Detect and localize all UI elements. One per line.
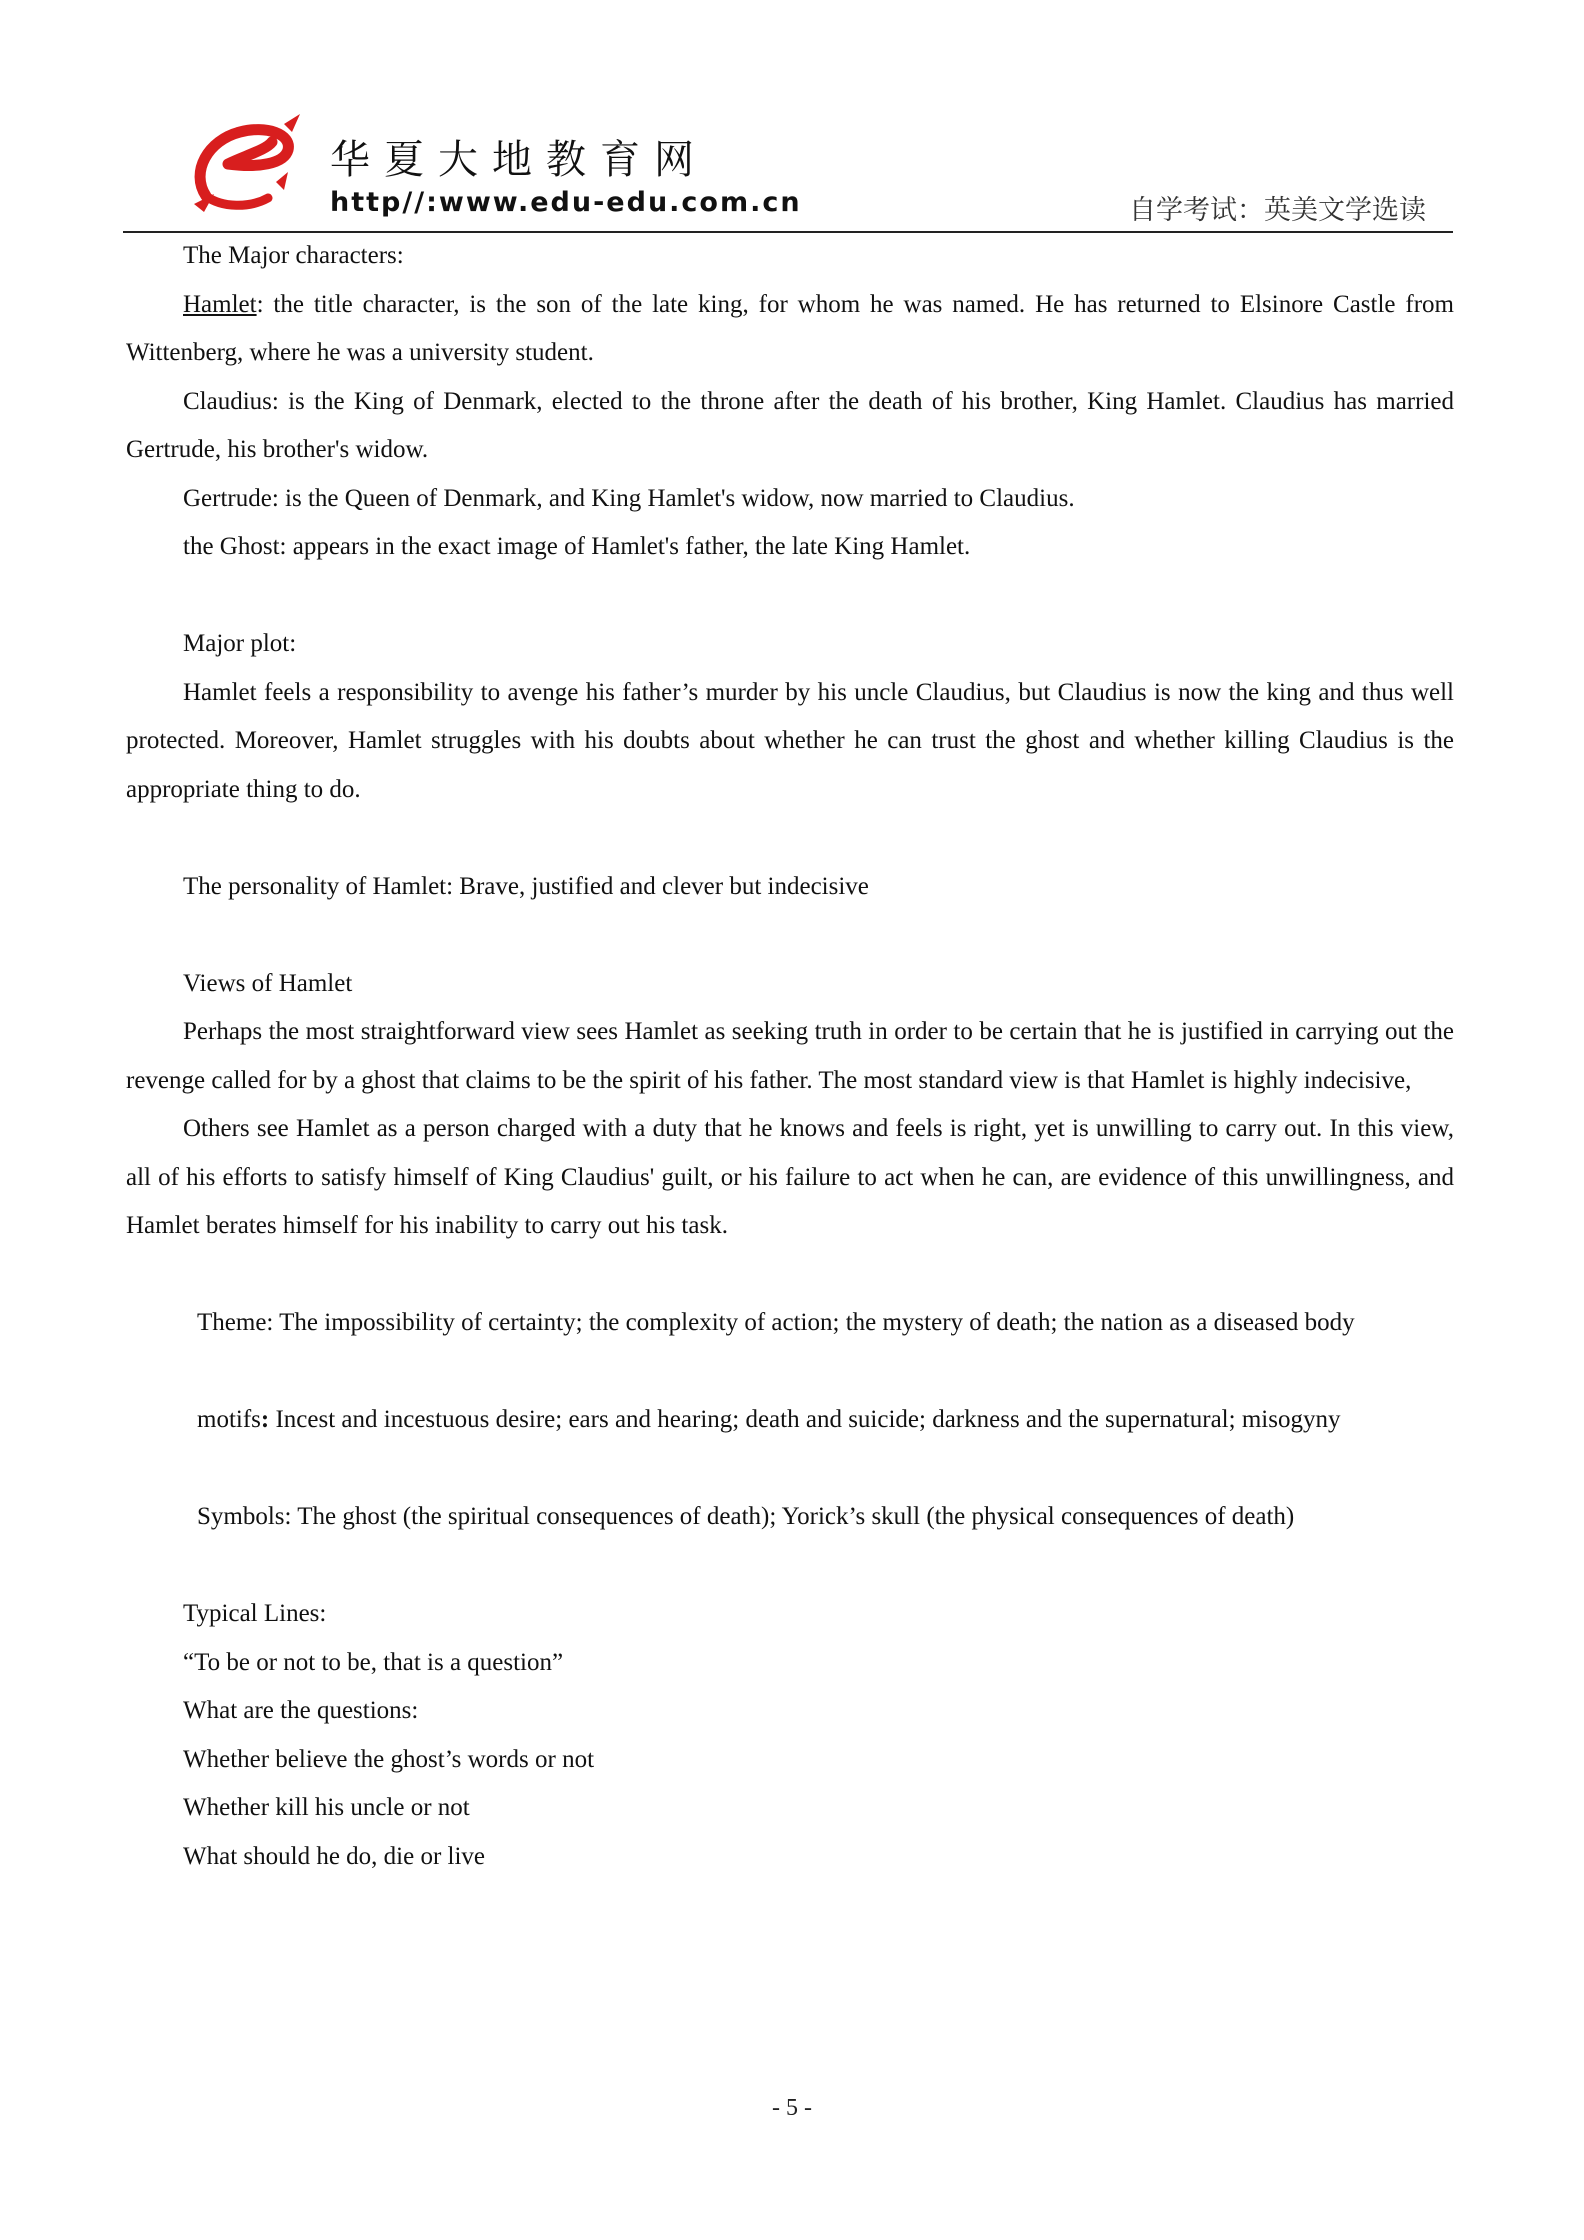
question-item: What should he do, die or live [183, 1842, 486, 1870]
personality-line: The personality of Hamlet: Brave, justified and clever but indecisive [183, 872, 869, 900]
site-name: 华夏大地教育网 [330, 137, 708, 183]
site-url: http//:www.edu-edu.com.cn [330, 187, 802, 218]
exam-title: 自学考试：英美文学选读 [1129, 195, 1426, 226]
spacer [126, 814, 1454, 863]
character-gertrude: Gertrude: is the Queen of Denmark, and King Hamlet's widow, now married to Claudius. [183, 484, 1075, 512]
spacer [126, 1348, 1454, 1397]
spacer [126, 911, 1454, 960]
hamlet-description: : the title character, is the son of the late king, for whom he was named. He has returned to Elsinore Castle from Wittenberg, where he was a university student. [126, 290, 1454, 366]
motifs-text: Incest and incestuous desire; ears and hearing; death and suicide; darkness and the supernatural; misogyny [269, 1406, 1341, 1433]
motifs-line [126, 1396, 1454, 1445]
views-paragraph-2: Others see Hamlet as a person charged with a duty that he knows and feels is right, yet is unwilling to carry out. In this view, all of his efforts to satisfy himself of King Claudius' guilt, or his failure to act when he can, are evidence of this unwillingness, and Hamlet berates himself for his inability to carry out his task. [126, 1115, 1454, 1239]
typical-lines-heading: Typical Lines: [183, 1600, 327, 1627]
plot-heading: Major plot: [183, 630, 297, 657]
page-number: - 5 - [772, 2095, 812, 2121]
theme-line: Theme: The impossibility of certainty; the complexity of action; the mystery of death; the nation as a diseased body [197, 1309, 1355, 1336]
spacer [126, 1445, 1454, 1494]
document-body [126, 232, 1454, 1881]
motifs-colon: : [260, 1406, 270, 1433]
characters-heading: The Major characters: [183, 242, 404, 269]
question-item: Whether kill his uncle or not [183, 1794, 470, 1821]
character-ghost: the Ghost: appears in the exact image of Hamlet's father, the late King Hamlet. [183, 533, 971, 560]
questions-heading: What are the questions: [183, 1697, 419, 1724]
spacer [126, 1251, 1454, 1300]
spacer [126, 572, 1454, 621]
spacer [126, 1542, 1454, 1591]
views-paragraph-1: Perhaps the most straightforward view sees Hamlet as seeking truth in order to be certain that he is justified in carrying out the revenge called for by a ghost that claims to be the spirit of his father. The most standard view is that Hamlet is highly indecisive, [126, 1018, 1454, 1094]
character-claudius: Claudius: is the King of Denmark, elected to the throne after the death of his brother, King Hamlet. Claudius has married Gertrude, his brother's widow. [126, 387, 1454, 463]
plot-text: Hamlet feels a responsibility to avenge his father’s murder by his uncle Claudius, but Claudius is now the king and thus well protected. Moreover, Hamlet struggles with his doubts about whether he can trust the ghost and whether killing Claudius is the appropriate thing to do. [126, 678, 1454, 803]
character-hamlet [126, 281, 1454, 378]
views-heading: Views of Hamlet [183, 969, 353, 997]
motifs-label: motifs [197, 1406, 261, 1433]
site-logo [188, 112, 306, 214]
hamlet-name: Hamlet [183, 290, 257, 318]
symbols-line: Symbols: The ghost (the spiritual consequences of death); Yorick’s skull (the physical consequences of death) [197, 1503, 1295, 1530]
question-item: Whether believe the ghost’s words or not [183, 1745, 595, 1773]
famous-quote: “To be or not to be, that is a question” [183, 1648, 564, 1676]
